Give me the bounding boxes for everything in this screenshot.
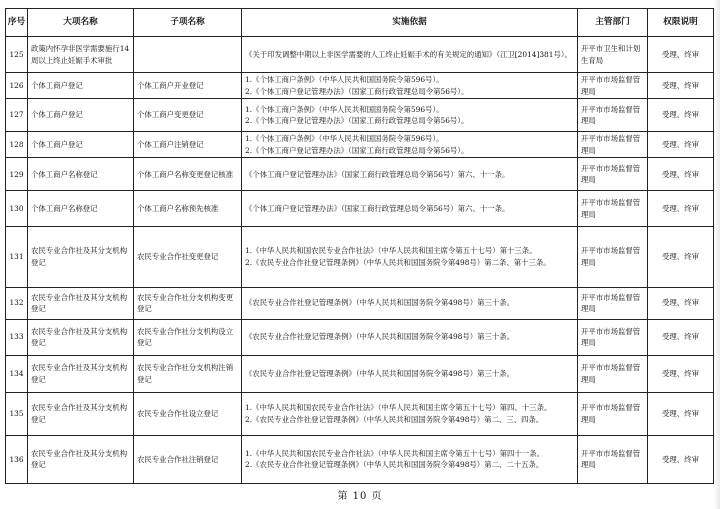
cell-basis	[242, 319, 578, 355]
cell-authority: 受理、终审	[648, 435, 714, 483]
cell-seq: 129	[6, 158, 28, 191]
cell-sub-item: 农民专业合作社变更登记	[134, 227, 242, 287]
cell-authority: 受理、终审	[648, 132, 714, 158]
cell-basis	[242, 191, 578, 227]
cell-main-item: 农民专业合作社及其分支机构登记	[28, 435, 134, 483]
cell-seq: 127	[6, 99, 28, 132]
table-row	[6, 158, 714, 191]
cell-dept: 开平市市场监督管理局	[578, 132, 648, 158]
cell-basis	[242, 227, 578, 287]
basis-text: 1.《个体工商户条例》（中华人民共和国国务院令第596号）。 2.《个体工商户登记管理办法》（国家工商行政管理总局令第56号）。	[245, 75, 469, 96]
cell-basis	[242, 132, 578, 158]
cell-seq: 135	[6, 392, 28, 435]
cell-authority: 受理、终审	[648, 99, 714, 132]
cell-basis	[242, 287, 578, 319]
cell-basis	[242, 73, 578, 99]
cell-basis	[242, 392, 578, 435]
basis-text: 《农民专业合作社登记管理条例》（中华人民共和国国务院令第498号）第三十条。	[245, 368, 515, 378]
items-table	[5, 8, 714, 484]
table-row	[6, 287, 714, 319]
cell-dept: 开平市市场监督管理局	[578, 73, 648, 99]
basis-text: 1.《中华人民共和国农民专业合作社法》（中华人民共和国主席令第五十七号）第十三条。 2.《农民专业合作社登记管理条例》（中华人民共和国国务院令第498号）第二条、第十三条。	[245, 246, 551, 267]
cell-basis	[242, 99, 578, 132]
cell-sub-item: 农民专业合作社注销登记	[134, 435, 242, 483]
scan-edge-shadow	[714, 0, 720, 509]
cell-sub-item: 农民专业合作社分支机构注销登记	[134, 355, 242, 392]
table-row	[6, 191, 714, 227]
basis-text: 1.《个体工商户条例》（中华人民共和国国务院令第596号）。 2.《个体工商户登记管理办法》（国家工商行政管理总局令第56号）。	[245, 104, 469, 126]
cell-sub-item: 个体工商户变更登记	[134, 99, 242, 132]
cell-main-item: 个体工商户名称登记	[28, 158, 134, 191]
cell-main-item: 个体工商户名称登记	[28, 191, 134, 227]
cell-seq: 125	[6, 37, 28, 73]
cell-authority: 受理、终审	[648, 287, 714, 319]
basis-text: 《农民专业合作社登记管理条例》（中华人民共和国国务院令第498号）第三十条。	[245, 332, 515, 342]
cell-main-item: 农民专业合作社及其分支机构登记	[28, 319, 134, 355]
cell-basis	[242, 158, 578, 191]
table-row	[6, 435, 714, 483]
table-row	[6, 37, 714, 73]
table-row	[6, 73, 714, 99]
header-dept: 主管部门	[578, 9, 648, 37]
cell-seq: 131	[6, 227, 28, 287]
cell-dept: 开平市市场监督管理局	[578, 435, 648, 483]
cell-main-item: 农民专业合作社及其分支机构登记	[28, 355, 134, 392]
cell-authority: 受理、终审	[648, 319, 714, 355]
basis-text: 1.《中华人民共和国农民专业合作社法》（中华人民共和国主席令第五十七号）第四十一条。 2.《农民专业合作社登记管理条例》（中华人民共和国国务院令第498号）第二、二十五条。	[245, 448, 544, 470]
cell-basis	[242, 37, 578, 73]
cell-seq: 134	[6, 355, 28, 392]
cell-main-item: 农民专业合作社及其分支机构登记	[28, 287, 134, 319]
header-sub-item: 子项名称	[134, 9, 242, 37]
cell-authority: 受理、终审	[648, 37, 714, 73]
cell-authority: 受理、终审	[648, 191, 714, 227]
table-row	[6, 355, 714, 392]
cell-seq: 126	[6, 73, 28, 99]
cell-basis	[242, 435, 578, 483]
table-row	[6, 319, 714, 355]
header-seq: 序号	[6, 9, 28, 37]
basis-text: 《农民专业合作社登记管理条例》（中华人民共和国国务院令第498号）第三十条。	[245, 298, 515, 308]
header-main-item: 大项名称	[28, 9, 134, 37]
cell-seq: 133	[6, 319, 28, 355]
cell-seq: 136	[6, 435, 28, 483]
cell-dept: 开平市市场监督管理局	[578, 355, 648, 392]
table-row	[6, 99, 714, 132]
cell-dept: 开平市市场监督管理局	[578, 191, 648, 227]
table-body	[6, 37, 714, 484]
basis-text: 1.《中华人民共和国农民专业合作社法》（中华人民共和国主席令第五十七号）第四、十三条。 2.《农民专业合作社登记管理条例》（中华人民共和国国务院令第498号）第二、三、四条。	[245, 403, 552, 424]
cell-main-item: 个体工商户登记	[28, 73, 134, 99]
header-basis: 实施依据	[242, 9, 578, 37]
cell-dept: 开平市市场监督管理局	[578, 287, 648, 319]
cell-sub-item: 农民专业合作社分支机构设立登记	[134, 319, 242, 355]
basis-text: 《个体工商户登记管理办法》（国家工商行政管理总局令第56号）第六、十一条。	[245, 204, 510, 214]
cell-sub-item: 个体工商户开业登记	[134, 73, 242, 99]
cell-main-item: 农民专业合作社及其分支机构登记	[28, 227, 134, 287]
cell-seq: 132	[6, 287, 28, 319]
cell-main-item: 政策内怀孕非医学需要施行14周以上终止妊娠手术审批	[28, 37, 134, 73]
cell-dept: 开平市卫生和计划生育局	[578, 37, 648, 73]
header-authority: 权限说明	[648, 9, 714, 37]
cell-sub-item: 农民专业合作社分支机构变更登记	[134, 287, 242, 319]
cell-sub-item: 个体工商户名称预先核准	[134, 191, 242, 227]
table-row	[6, 132, 714, 158]
cell-sub-item: 农民专业合作社设立登记	[134, 392, 242, 435]
cell-dept: 开平市市场监督管理局	[578, 392, 648, 435]
cell-main-item: 个体工商户登记	[28, 132, 134, 158]
cell-dept: 开平市市场监督管理局	[578, 158, 648, 191]
cell-dept: 开平市市场监督管理局	[578, 99, 648, 132]
table-header-row	[6, 9, 714, 37]
cell-basis	[242, 355, 578, 392]
basis-text: 1.《个体工商户条例》（中华人民共和国国务院令第596号）。 2.《个体工商户登记管理办法》（国家工商行政管理总局令第56号）。	[245, 134, 469, 155]
cell-main-item: 农民专业合作社及其分支机构登记	[28, 392, 134, 435]
cell-main-item: 个体工商户登记	[28, 99, 134, 132]
cell-seq: 128	[6, 132, 28, 158]
basis-text: 《个体工商户登记管理办法》（国家工商行政管理总局令第56号）第六、十一条。	[245, 169, 510, 179]
cell-sub-item	[134, 37, 242, 73]
cell-authority: 受理、终审	[648, 73, 714, 99]
table-row	[6, 392, 714, 435]
basis-text: 《关于印发调整中期以上非医学需要的人工终止妊娠手术的有关规定的通知》（江卫[2014]381号）。	[245, 49, 572, 59]
cell-seq: 130	[6, 191, 28, 227]
page-number: 第 10 页	[337, 491, 383, 502]
cell-authority: 受理、终审	[648, 227, 714, 287]
cell-sub-item: 个体工商户名称变更登记核准	[134, 158, 242, 191]
cell-dept: 开平市市场监督管理局	[578, 319, 648, 355]
cell-sub-item: 个体工商户注销登记	[134, 132, 242, 158]
cell-authority: 受理、终审	[648, 158, 714, 191]
cell-authority: 受理、终审	[648, 392, 714, 435]
cell-dept: 开平市市场监督管理局	[578, 227, 648, 287]
cell-authority: 受理、终审	[648, 355, 714, 392]
table-row	[6, 227, 714, 287]
